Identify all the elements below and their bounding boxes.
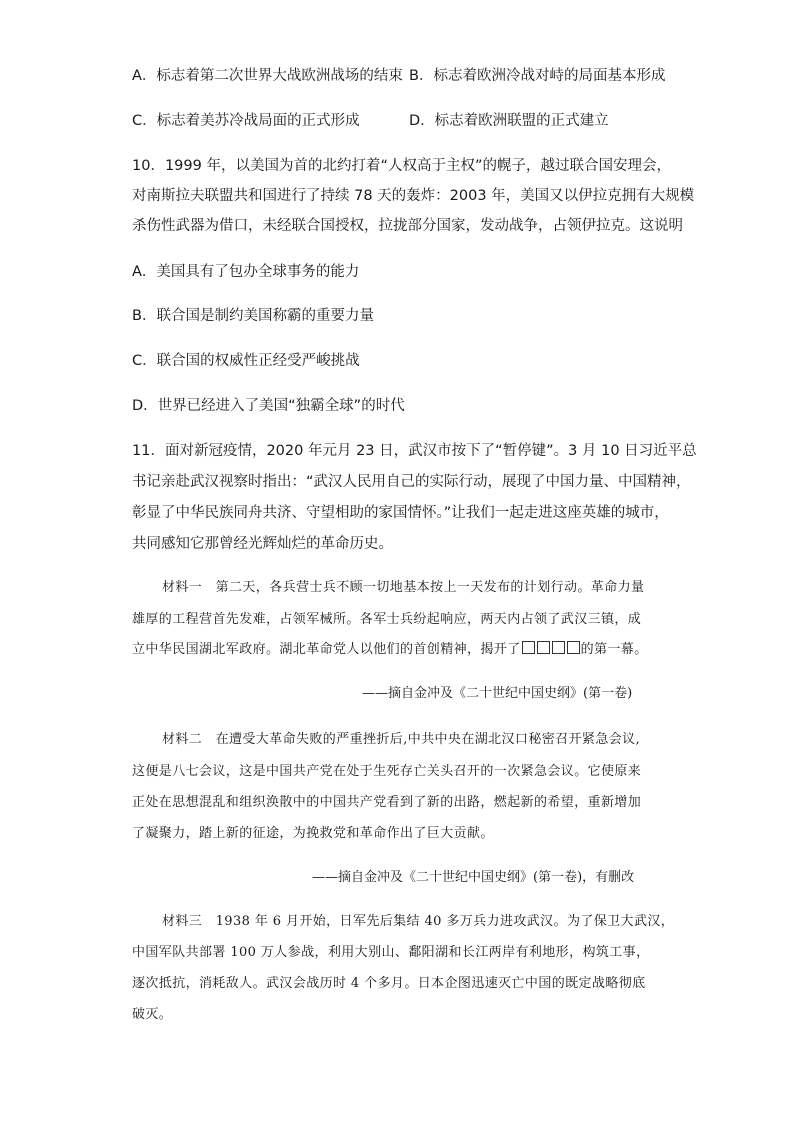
q11-stem-line-1: 11．面对新冠疫情，2020 年元月 23 日，武汉市按下了“暂停键”。3 月 10 日习近平总 xyxy=(132,443,697,459)
q10-stem-line-2: 对南斯拉夫联盟共和国进行了持续 78 天的轰炸：2003 年，美国又以伊拉克拥有大规模 xyxy=(132,188,695,204)
q11-stem-line-2: 书记亲赴武汉视察时指出：“武汉人民用自己的实际行动，展现了中国力量、中国精神， xyxy=(132,474,691,490)
q10-option-b: B．联合国是制约美国称霸的重要力量 xyxy=(132,308,374,324)
blank-box xyxy=(522,641,535,654)
material1-source: ——摘自金冲及《二十世纪中国史纲》(第一卷) xyxy=(362,686,633,701)
material1-line-1: 材料一 第二天，各兵营士兵不顾一切地基本按上一天发布的计划行动。革命力量 xyxy=(162,580,645,595)
q9-option-c: C．标志着美苏冷战局面的正式形成 xyxy=(132,113,360,129)
q10-stem-line-1: 10．1999 年，以美国为首的北约打着“人权高于主权”的幌子，越过联合国安理会， xyxy=(132,158,671,174)
material3-line-2: 中国军队共部署 100 万人参战，利用大别山、鄱阳湖和长江两岸有利地形，构筑工事， xyxy=(132,945,650,960)
material3-line-1: 材料三 1938 年 6 月开始，日军先后集结 40 多万兵力进攻武汉。为了保卫大武汉， xyxy=(162,914,675,929)
material1-line-3 xyxy=(132,640,648,660)
blank-box xyxy=(567,641,580,654)
blank-box xyxy=(552,641,565,654)
material2-line-1: 材料二 在遭受大革命失败的严重挫折后,中共中央在湖北汉口秘密召开紧急会议, xyxy=(162,732,641,747)
material3-line-3: 逐次抵抗，消耗敌人。武汉会战历时 4 个多月。日本企图迅速灭亡中国的既定战略彻底 xyxy=(132,976,646,991)
material2-line-2: 这便是八七会议，这是中国共产党在处于生死存亡关头召开的一次紧急会议。它使原来 xyxy=(132,764,642,779)
material2-line-3: 正处在思想混乱和组织涣散中的中国共产党看到了新的出路，燃起新的希望，重新增加 xyxy=(132,795,642,810)
q10-option-c: C．联合国的权威性正经受严峻挑战 xyxy=(132,353,360,369)
q11-stem-line-4: 共同感知它那曾经光辉灿烂的革命历史。 xyxy=(132,536,393,552)
q10-option-a: A．美国具有了包办全球事务的能力 xyxy=(132,264,360,280)
q10-stem-line-3: 杀伤性武器为借口，未经联合国授权，拉拢部分国家，发动战争，占领伊拉克。这说明 xyxy=(132,218,683,234)
material1-line-3-suffix: 的第一幕。 xyxy=(580,642,648,657)
q9-option-d: D．标志着欧洲联盟的正式建立 xyxy=(409,113,609,129)
material1-line-2: 雄厚的工程营首先发难，占领军械所。各军士兵纷起响应，两天内占领了武汉三镇，成 xyxy=(132,612,642,627)
q9-option-a: A．标志着第二次世界大战欧洲战场的结束 xyxy=(132,68,403,84)
material1-line-3-text: 立中华民国湖北军政府。湖北革命党人以他们的首创精神，揭开了 xyxy=(132,642,521,657)
material2-line-4: 了凝聚力，踏上新的征途，为挽救党和革命作出了巨大贡献。 xyxy=(132,826,494,841)
blank-box xyxy=(537,641,550,654)
material2-source: ——摘自金冲及《二十世纪中国史纲》(第一卷)，有删改 xyxy=(312,870,635,885)
q9-option-b: B．标志着欧洲冷战对峙的局面基本形成 xyxy=(409,68,666,84)
blank-boxes xyxy=(521,642,581,657)
q11-stem-line-3: 彰显了中华民族同舟共济、守望相助的家国情怀。”让我们一起走进这座英雄的城市， xyxy=(132,505,669,521)
material3-line-4: 破灭。 xyxy=(132,1007,173,1022)
q10-option-d: D．世界已经进入了美国“独霸全球”的时代 xyxy=(132,398,405,414)
